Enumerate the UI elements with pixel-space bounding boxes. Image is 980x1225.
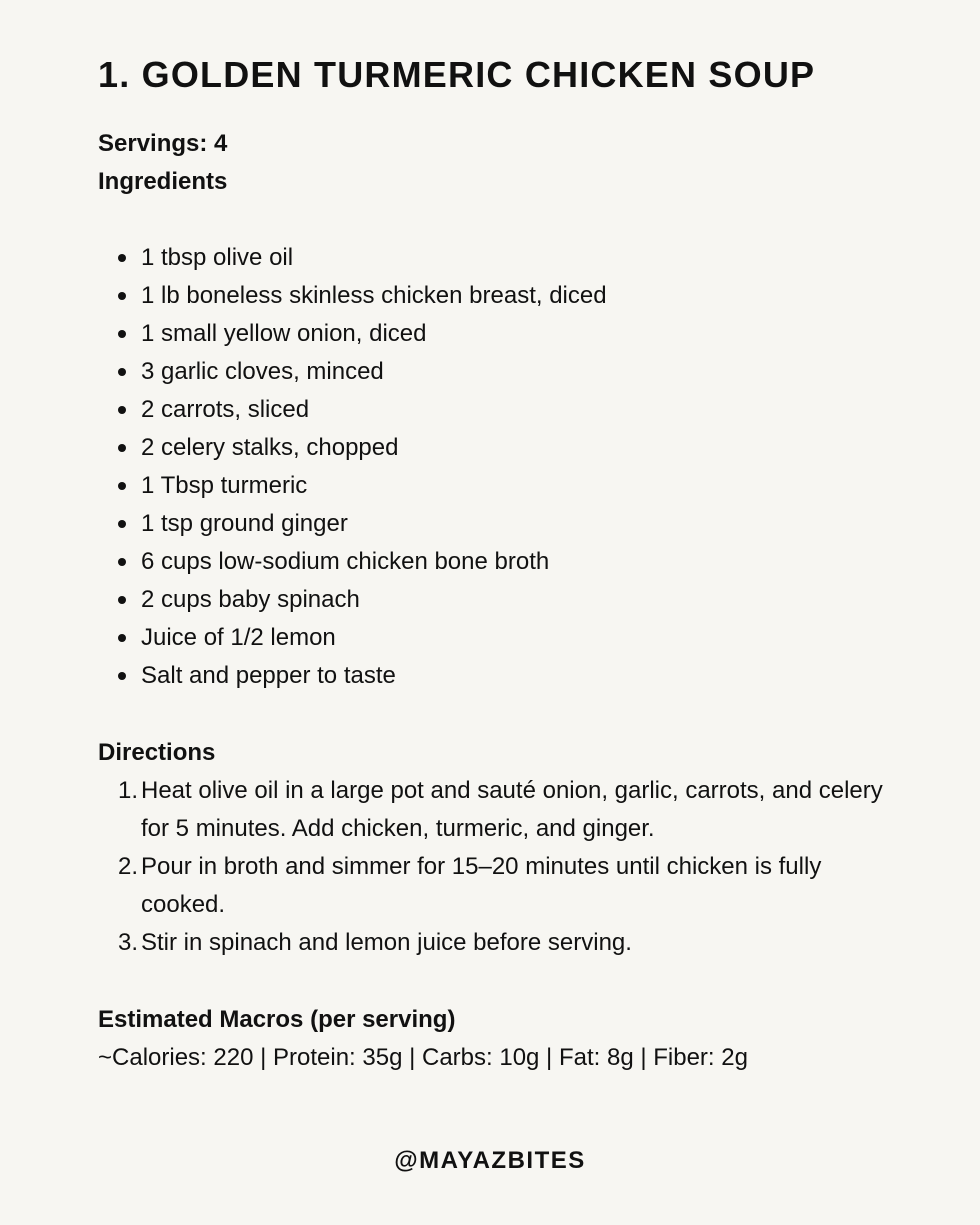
ingredient-text: 1 tbsp olive oil (141, 244, 294, 271)
ingredient-item (98, 581, 607, 619)
ingredient-item (98, 353, 607, 391)
bullet-icon (118, 292, 126, 300)
bullet-icon (118, 406, 126, 414)
step-text: Pour in broth and simmer for 15–20 minutes until chicken is fully cooked. (141, 853, 822, 918)
ingredient-text: 2 cups baby spinach (141, 586, 360, 613)
ingredient-item (98, 391, 607, 429)
ingredient-item (98, 429, 607, 467)
direction-step (98, 848, 908, 924)
direction-step (98, 772, 908, 848)
bullet-icon (118, 368, 126, 376)
ingredient-text: 6 cups low-sodium chicken bone broth (141, 548, 550, 575)
ingredient-item (98, 505, 607, 543)
bullet-icon (118, 330, 126, 338)
ingredient-item (98, 239, 607, 277)
step-number: 1. (118, 777, 139, 804)
ingredient-text: 3 garlic cloves, minced (141, 358, 384, 385)
ingredient-text: 1 tsp ground ginger (141, 510, 348, 537)
macros-heading: Estimated Macros (per serving) (98, 1006, 456, 1033)
ingredients-heading: Ingredients (98, 168, 228, 195)
step-number: 3. (118, 929, 139, 956)
ingredient-text: 2 celery stalks, chopped (141, 434, 399, 461)
ingredient-item (98, 277, 607, 315)
servings-label: Servings: 4 (98, 130, 228, 157)
ingredient-text: Salt and pepper to taste (141, 662, 396, 689)
ingredient-text: 1 Tbsp turmeric (141, 472, 308, 499)
ingredient-text: 2 carrots, sliced (141, 396, 310, 423)
ingredient-text: 1 lb boneless skinless chicken breast, diced (141, 282, 607, 309)
bullet-icon (118, 558, 126, 566)
ingredient-item (98, 315, 607, 353)
step-text: Stir in spinach and lemon juice before serving. (141, 929, 632, 956)
ingredient-item (98, 543, 607, 581)
ingredients-list (98, 239, 607, 695)
recipe-title: 1. GOLDEN TURMERIC CHICKEN SOUP (98, 54, 816, 95)
ingredient-item (98, 657, 607, 695)
step-number: 2. (118, 853, 139, 880)
bullet-icon (118, 634, 126, 642)
direction-step (98, 924, 908, 962)
macros-values: ~Calories: 220 | Protein: 35g | Carbs: 10g | Fat: 8g | Fiber: 2g (98, 1044, 748, 1071)
bullet-icon (118, 254, 126, 262)
bullet-icon (118, 482, 126, 490)
bullet-icon (118, 520, 126, 528)
bullet-icon (118, 444, 126, 452)
bullet-icon (118, 596, 126, 604)
ingredient-text: 1 small yellow onion, diced (141, 320, 427, 347)
bullet-icon (118, 672, 126, 680)
social-handle: @MAYAZBITES (394, 1147, 586, 1174)
step-text: Heat olive oil in a large pot and sauté onion, garlic, carrots, and celery for 5 minutes. Add chicken, turmeric, and ginger. (141, 777, 883, 842)
directions-list (98, 772, 908, 962)
ingredient-item (98, 467, 607, 505)
ingredient-text: Juice of 1/2 lemon (141, 624, 336, 651)
ingredient-item (98, 619, 607, 657)
directions-heading: Directions (98, 739, 216, 766)
